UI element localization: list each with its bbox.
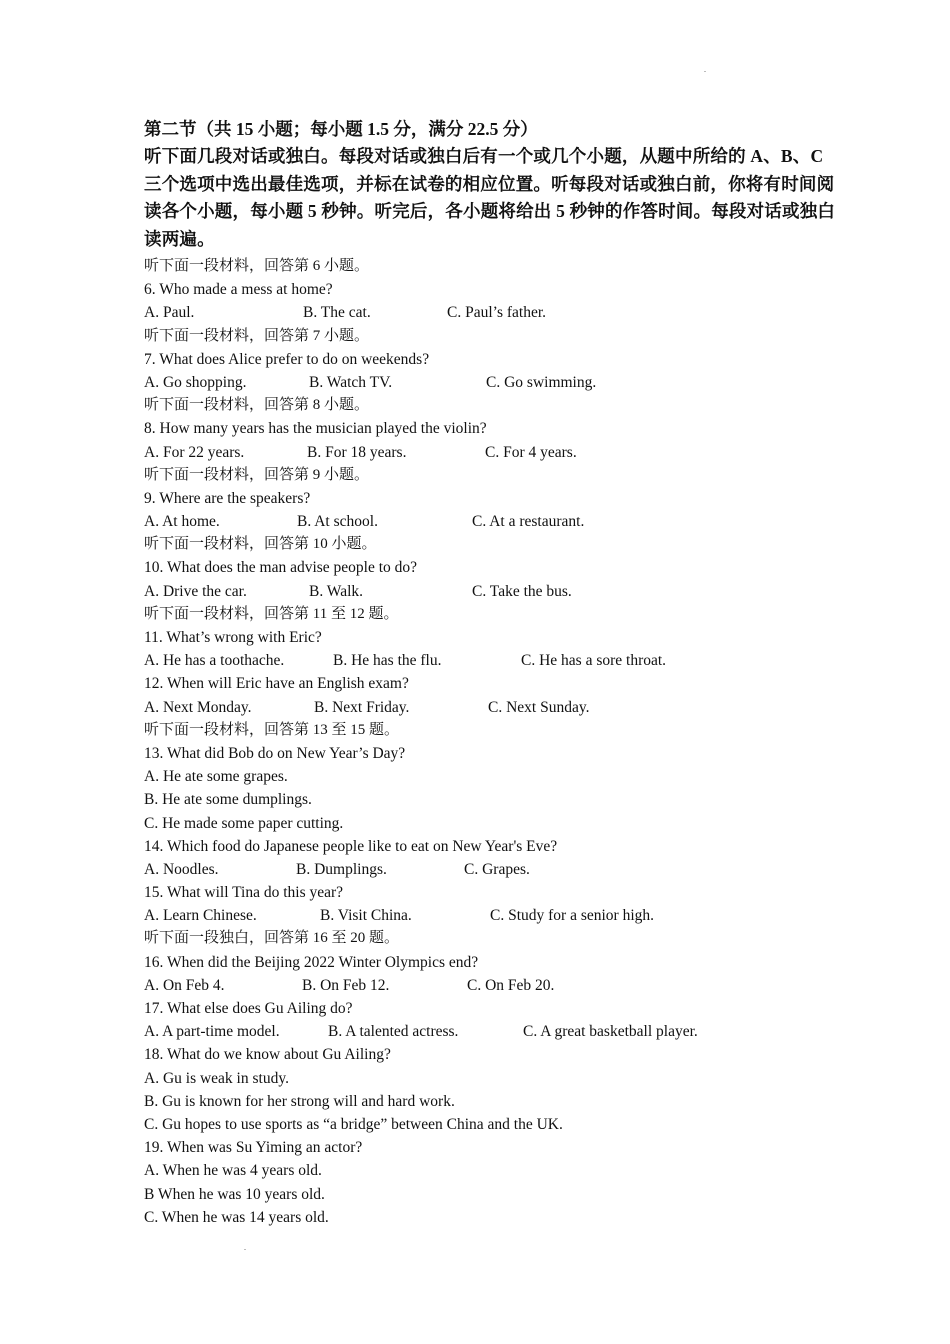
option-b: B. At school. — [297, 513, 378, 531]
material-intro: 听下面一段材料，回答第 9 小题。 — [144, 466, 370, 483]
options-11 — [144, 649, 844, 672]
option-a: A. He has a toothache. — [144, 652, 285, 670]
option-a: A. On Feb 4. — [144, 976, 225, 994]
option-a: A. Paul. — [144, 304, 195, 322]
option-c: C. Gu hopes to use sports as “a bridge” between China and the UK. — [144, 1115, 563, 1133]
question-14: 14. Which food do Japanese people like to eat on New Year's Eve? — [144, 837, 558, 855]
material-intro: 听下面一段材料，回答第 6 小题。 — [144, 258, 370, 274]
options-15 — [144, 904, 844, 927]
options-7 — [144, 371, 844, 394]
question-15: 15. What will Tina do this year? — [144, 884, 344, 902]
options-14 — [144, 858, 844, 881]
options-17 — [144, 1020, 844, 1043]
section-instructions: 听下面几段对话或独白。每段对话或独白后有一个或几个小题，从题中所给的 A、B、C 三个选项中选出最佳选项，并标在试卷的相应位置。听每段对话或独白前，你将有时间阅读各个小题，每小题 5 秒钟。听完后，各小题将给出 5 秒钟的作答时间。每段对话或独白读两遍。 — [144, 146, 836, 249]
option-b: B. Gu is known for her strong will and hard work. — [144, 1092, 455, 1110]
section-title: 第二节（共 15 小题；每小题 1.5 分，满分 22.5 分） — [144, 119, 538, 139]
question-12: 12. When will Eric have an English exam? — [144, 675, 409, 693]
options-10 — [144, 580, 844, 603]
option-c: C. On Feb 20. — [467, 976, 555, 994]
option-b: B. Dumplings. — [296, 860, 387, 878]
option-a: A. Noodles. — [144, 860, 219, 878]
option-c: C. He made some paper cutting. — [144, 814, 344, 832]
question-17: 17. What else does Gu Ailing do? — [144, 1000, 353, 1017]
option-a: A. Gu is weak in study. — [144, 1069, 289, 1087]
option-a: A. A part-time model. — [144, 1023, 280, 1041]
option-b: B. Next Friday. — [314, 698, 410, 716]
option-c: C. A great basketball player. — [523, 1023, 698, 1041]
material-intro: 听下面一段材料，回答第 8 小题。 — [144, 397, 370, 414]
option-b: B. Walk. — [309, 582, 364, 600]
option-b: B. For 18 years. — [307, 443, 407, 461]
option-b: B. He has the flu. — [333, 652, 442, 670]
option-b: B. The cat. — [303, 304, 371, 322]
question-16: 16. When did the Beijing 2022 Winter Olympics end? — [144, 953, 479, 971]
option-c: C. Next Sunday. — [488, 698, 590, 716]
option-c: C. For 4 years. — [485, 443, 577, 461]
option-a: A. He ate some grapes. — [144, 768, 288, 786]
question-18: 18. What do we know about Gu Ailing? — [144, 1046, 391, 1064]
option-a: A. At home. — [144, 513, 220, 531]
option-a: A. Learn Chinese. — [144, 907, 257, 925]
option-a: A. Drive the car. — [144, 582, 247, 600]
question-9: 9. Where are the speakers? — [144, 489, 311, 507]
option-c: C. Paul’s father. — [447, 304, 547, 322]
option-a: A. When he was 4 years old. — [144, 1162, 322, 1180]
option-c: C. Take the bus. — [472, 582, 572, 600]
material-intro: 听下面一段材料，回答第 10 小题。 — [144, 536, 377, 553]
material-intro: 听下面一段独白，回答第 16 至 20 题。 — [144, 930, 400, 947]
question-8: 8. How many years has the musician played the violin? — [144, 420, 487, 438]
option-c: C. Go swimming. — [486, 373, 597, 391]
scan-speck — [704, 71, 706, 72]
option-c: C. At a restaurant. — [472, 513, 585, 531]
listening-section — [144, 116, 844, 1229]
option-b: B. He ate some dumplings. — [144, 791, 312, 809]
option-a: A. Next Monday. — [144, 698, 252, 716]
material-intro: 听下面一段材料，回答第 7 小题。 — [144, 327, 370, 344]
material-intro: 听下面一段材料，回答第 11 至 12 题。 — [144, 605, 399, 622]
option-c: C. Grapes. — [464, 860, 530, 878]
option-b: B. Visit China. — [320, 907, 412, 925]
options-8 — [144, 441, 844, 464]
question-11: 11. What’s wrong with Eric? — [144, 629, 322, 646]
question-6: 6. Who made a mess at home? — [144, 281, 333, 299]
option-b: B When he was 10 years old. — [144, 1185, 325, 1203]
options-16 — [144, 974, 844, 997]
question-10: 10. What does the man advise people to do? — [144, 559, 418, 577]
question-19: 19. When was Su Yiming an actor? — [144, 1139, 363, 1157]
options-12 — [144, 696, 844, 719]
option-c: C. He has a sore throat. — [521, 652, 667, 670]
option-b: B. A talented actress. — [328, 1023, 459, 1041]
options-9 — [144, 510, 844, 533]
scan-speck — [244, 1249, 246, 1250]
option-a: A. Go shopping. — [144, 373, 247, 391]
question-13: 13. What did Bob do on New Year’s Day? — [144, 744, 406, 762]
option-c: C. Study for a senior high. — [490, 907, 655, 925]
option-b: B. Watch TV. — [309, 373, 393, 391]
option-b: B. On Feb 12. — [302, 976, 390, 994]
options-6 — [144, 301, 844, 324]
question-7: 7. What does Alice prefer to do on weekends? — [144, 350, 430, 368]
option-a: A. For 22 years. — [144, 443, 245, 461]
material-intro: 听下面一段材料，回答第 13 至 15 题。 — [144, 721, 400, 738]
option-c: C. When he was 14 years old. — [144, 1208, 329, 1226]
